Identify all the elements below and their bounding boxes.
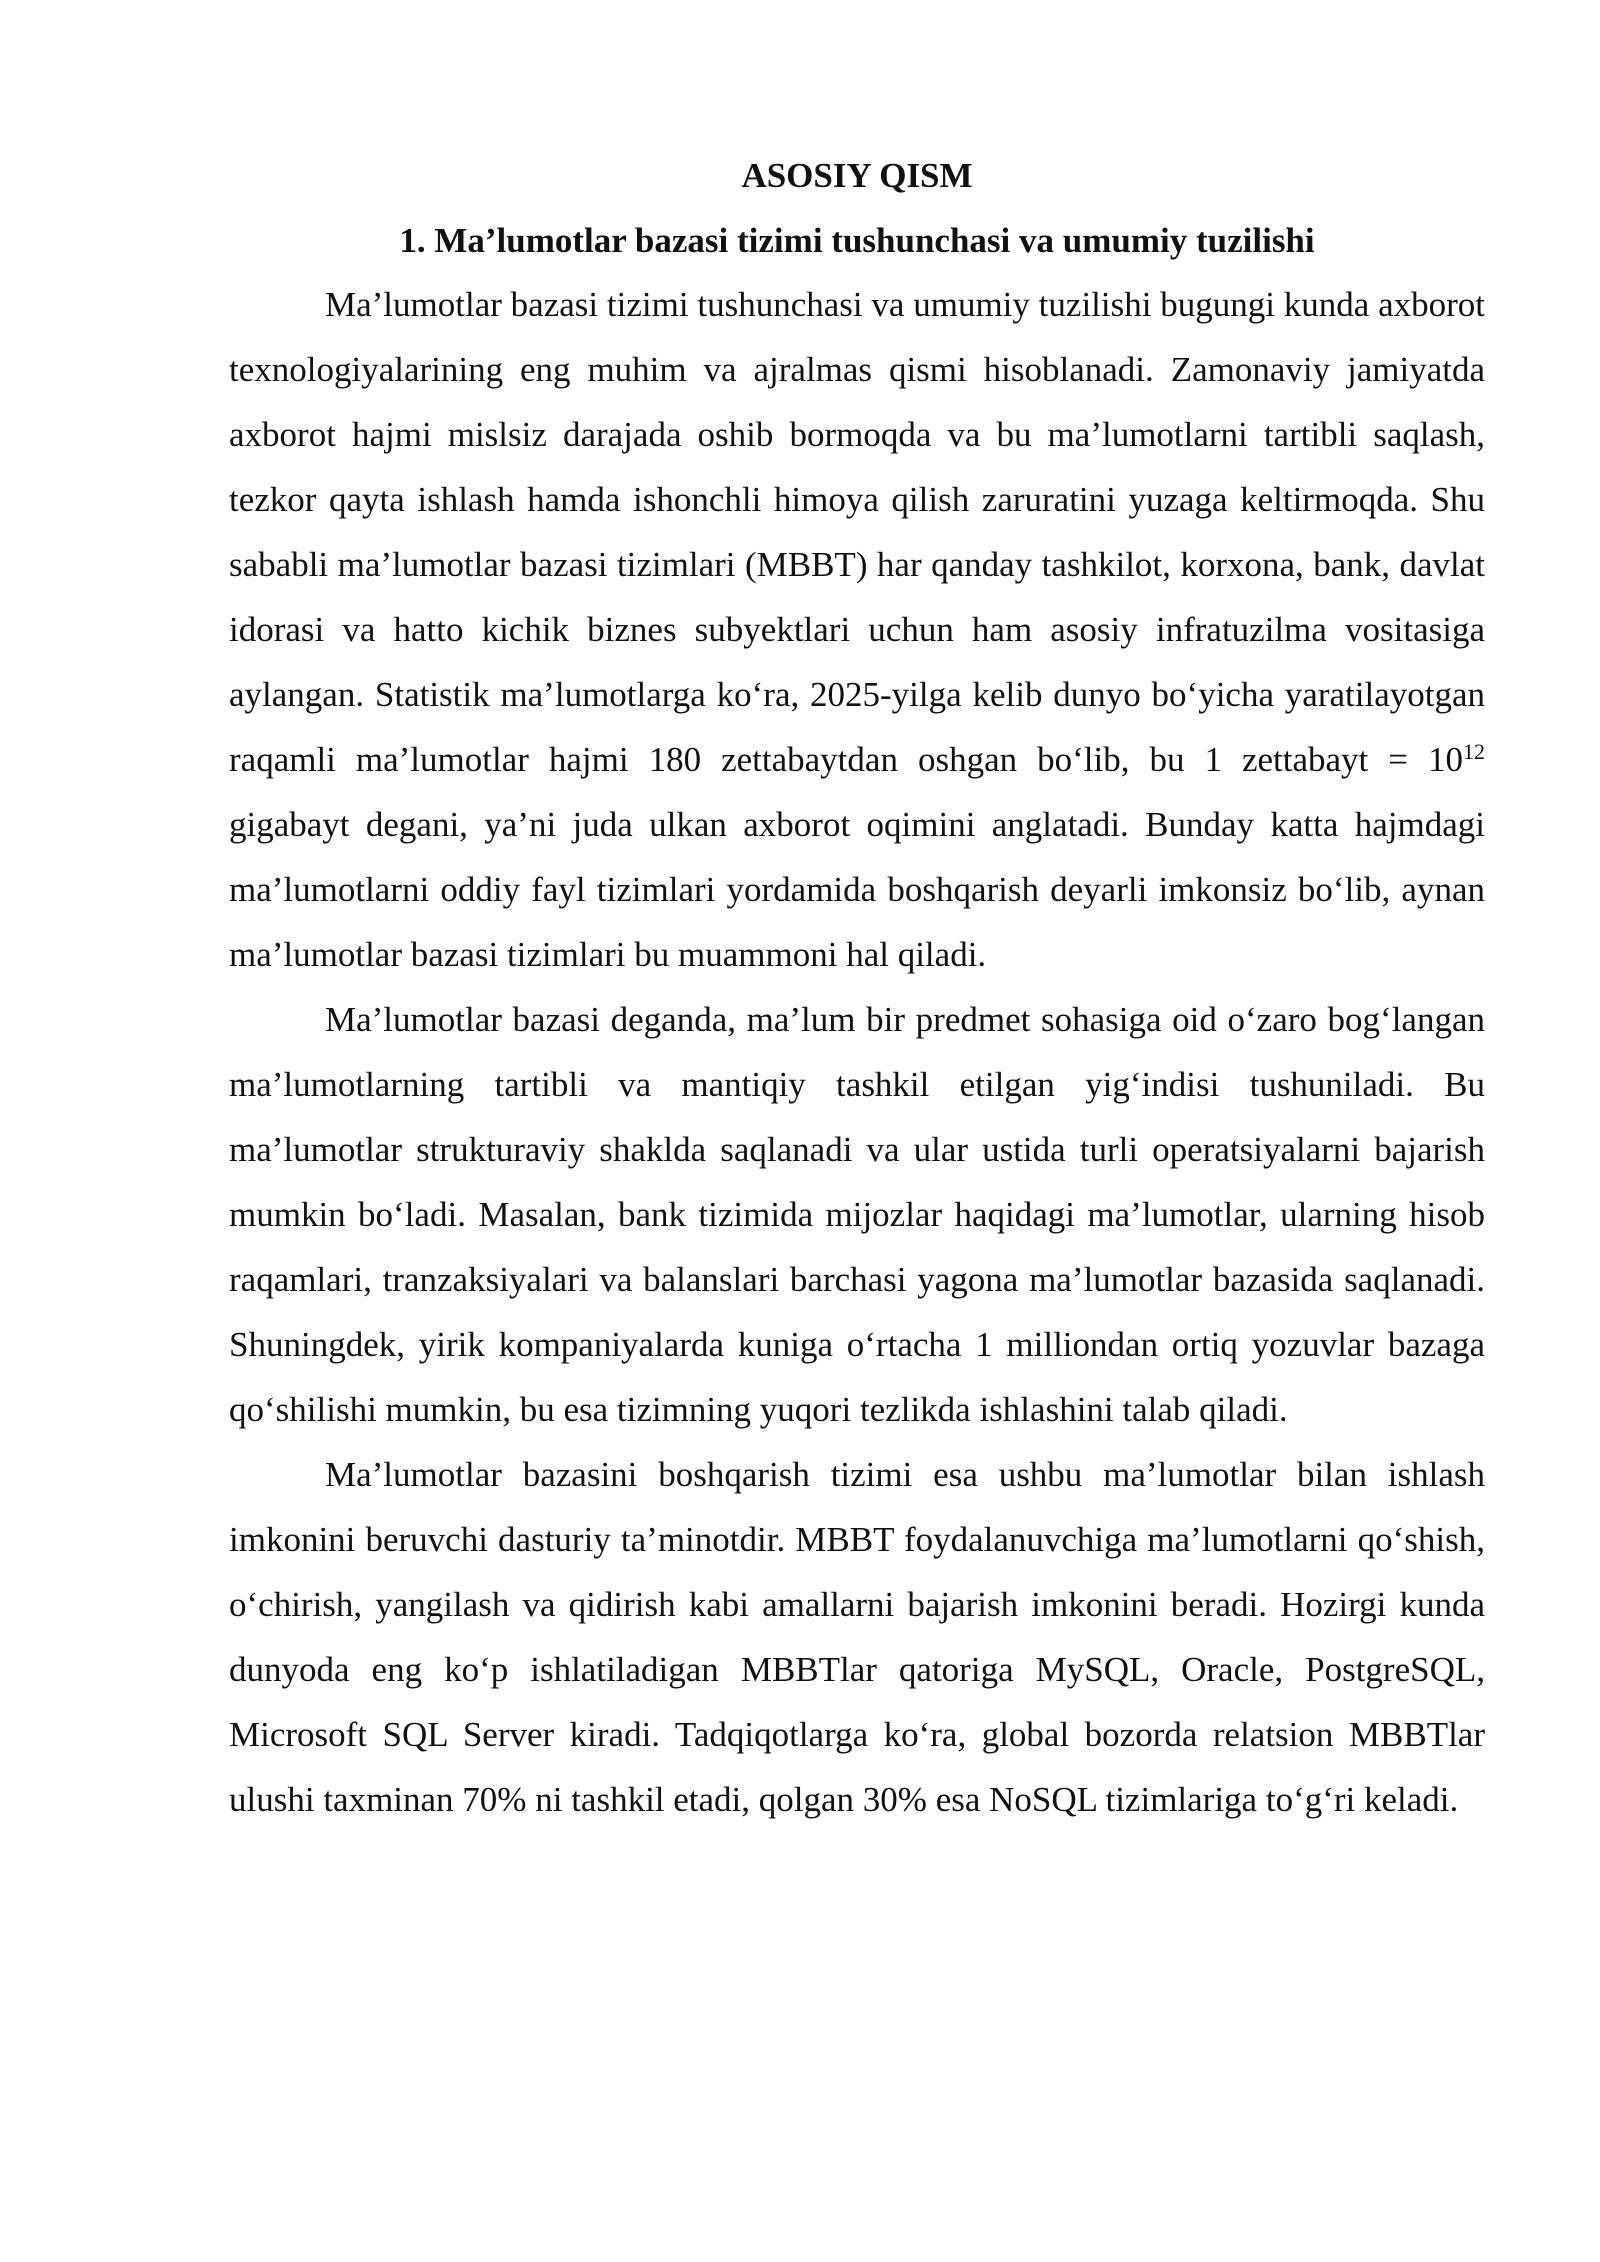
- section-heading: 1. Ma’lumotlar bazasi tizimi tushunchasi va umumiy tuzilishi: [399, 221, 1315, 260]
- paragraph-1: [229, 272, 1485, 987]
- document-body: [229, 150, 1485, 1832]
- paragraph-2: Ma’lumotlar bazasi deganda, ma’lum bir predmet sohasiga oid o‘zaro bog‘langan ma’lumotlarning tartibli va mantiqiy tashkil etilgan yig‘indisi tushuniladi. Bu ma’lumotlar strukturaviy shaklda saqlanadi va ular ustida turli operatsiyalarni bajarish mumkin bo‘ladi. Masalan, bank tizimida mijozlar haqidagi ma’lumotlar, ularning hisob raqamlari, tranzaksiyalari va balanslari barchasi yagona ma’lumotlar bazasida saqlanadi. Shuningdek, yirik kompaniyalarda kuniga o‘rtacha 1 milliondan ortiq yozuvlar bazaga qo‘shilishi mumkin, bu esa tizimning yuqori tezlikda ishlashini talab qiladi.: [229, 1000, 1485, 1429]
- paragraph-1-text-after: gigabayt degani, ya’ni juda ulkan axborot oqimini anglatadi. Bunday katta hajmdagi ma’lumotlarni oddiy fayl tizimlari yordamida boshqarish deyarli imkonsiz bo‘lib, aynan ma’lumotlar bazasi tizimlari bu muammoni hal qiladi.: [229, 805, 1485, 974]
- paragraph-1-text-before: Ma’lumotlar bazasi tizimi tushunchasi va umumiy tuzilishi bugungi kunda axborot texnologiyalarining eng muhim va ajralmas qismi hisoblanadi. Zamonaviy jamiyatda axborot hajmi mislsiz darajada oshib bormoqda va bu ma’lumotlarni tartibli saqlash, tezkor qayta ishlash hamda ishonchli himoya qilish zaruratini yuzaga keltirmoqda. Shu sababli ma’lumotlar bazasi tizimlari (MBBT) har qanday tashkilot, korxona, bank, davlat idorasi va hatto kichik biznes subyektlari uchun ham asosiy infratuzilma vositasiga aylangan. Statistik ma’lumotlarga ko‘ra, 2025-yilga kelib dunyo bo‘yicha yaratilayotgan raqamli ma’lumotlar hajmi 180 zettabaytdan oshgan bo‘lib, bu 1 zettabayt = 10: [229, 285, 1485, 779]
- page-title: ASOSIY QISM: [741, 156, 973, 195]
- exponent-superscript: 12: [1463, 739, 1485, 764]
- paragraph-3: Ma’lumotlar bazasini boshqarish tizimi esa ushbu ma’lumotlar bilan ishlash imkonini beruvchi dasturiy ta’minotdir. MBBT foydalanuvchiga ma’lumotlarni qo‘shish, o‘chirish, yangilash va qidirish kabi amallarni bajarish imkonini beradi. Hozirgi kunda dunyoda eng ko‘p ishlatiladigan MBBTlar qatoriga MySQL, Oracle, PostgreSQL, Microsoft SQL Server kiradi. Tadqiqotlarga ko‘ra, global bozorda relatsion MBBTlar ulushi taxminan 70% ni tashkil etadi, qolgan 30% esa NoSQL tizimlariga to‘g‘ri keladi.: [229, 1455, 1485, 1819]
